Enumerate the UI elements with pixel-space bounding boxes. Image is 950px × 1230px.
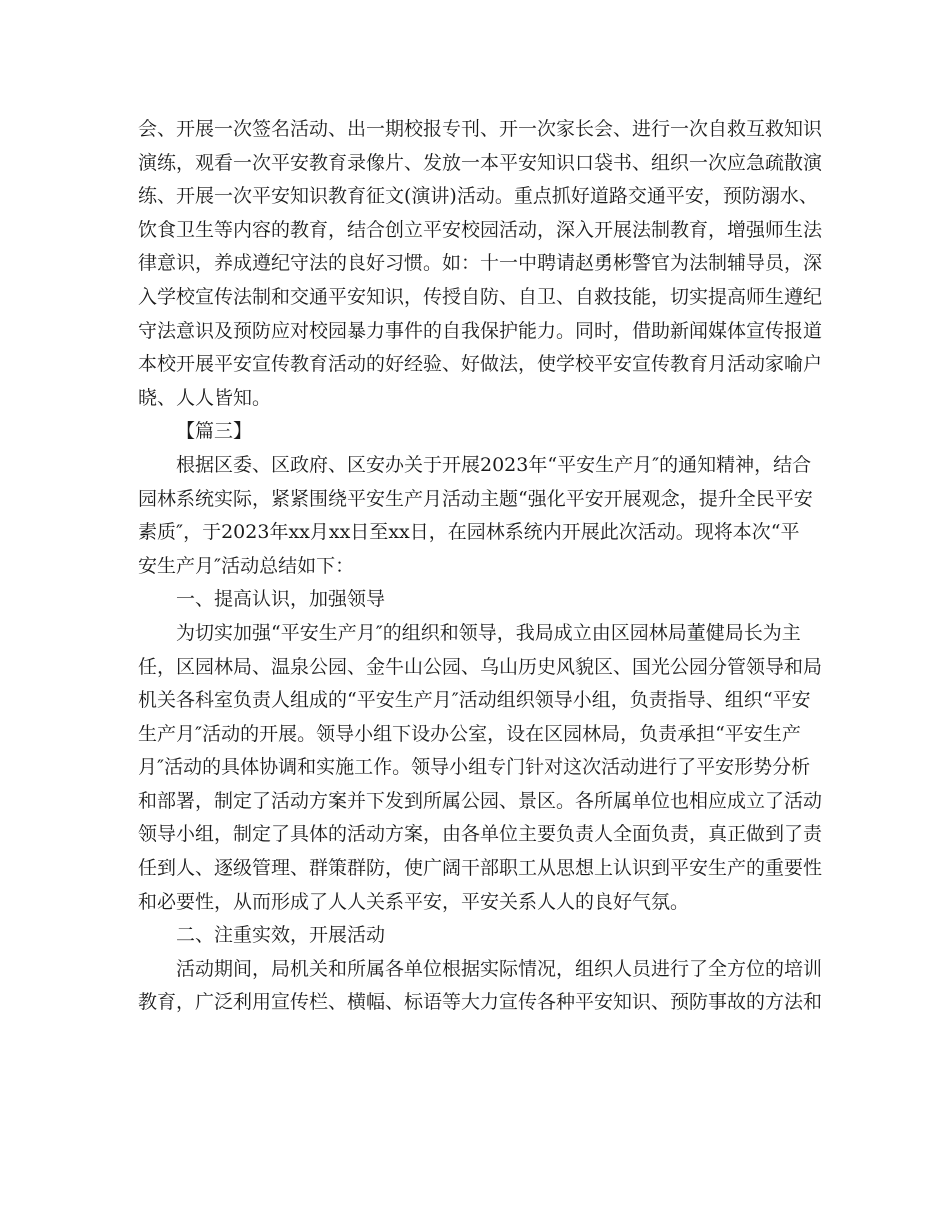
text-line: 饮食卫生等内容的教育，结合创立平安校园活动，深入开展法制教育，增强师生法 — [138, 218, 823, 241]
text-line: 本校开展平安宣传教育活动的好经验、好做法，使学校平安宣传教育月活动家喻户 — [138, 353, 823, 376]
text-line: 领导小组，制定了具体的活动方案，由各单位主要负责人全面负责，真正做到了责 — [138, 823, 823, 846]
section-title: 【篇三】 — [176, 420, 253, 443]
text-line: 演练，观看一次平安教育录像片、发放一本平安知识口袋书、组织一次应急疏散演 — [138, 151, 823, 174]
text-line: 生产月″活动的开展。领导小组下设办公室，设在区园林局，负责承担“平安生产 — [138, 722, 801, 745]
paragraph-leadership — [138, 617, 823, 919]
paragraph-intro — [138, 449, 818, 583]
text-line: 活动期间，局机关和所属各单位根据实际情况，组织人员进行了全方位的培训 — [176, 957, 823, 980]
text-line: 月″活动的具体协调和实施工作。领导小组专门针对这次活动进行了平安形势分析 — [138, 756, 811, 779]
paragraph-activities — [138, 953, 823, 1020]
text-line: 机关各科室负责人组成的“平安生产月″活动组织领导小组，负责指导、组织“平安 — [138, 689, 811, 712]
paragraph-continued — [138, 113, 823, 415]
text-line: 教育，广泛利用宣传栏、横幅、标语等大力宣传各种平安知识、预防事故的方法和 — [138, 991, 823, 1014]
section-heading-1: 一、提高认识，加强领导 — [176, 588, 386, 611]
text-line: 任，区园林局、温泉公园、金牛山公园、乌山历史风貌区、国光公园分管领导和局 — [138, 655, 823, 678]
text-line: 晓、人人皆知。 — [138, 386, 272, 409]
text-line: 守法意识及预防应对校园暴力事件的自我保护能力。同时，借助新闻媒体宣传报道 — [138, 319, 823, 342]
text-line: 安生产月″活动总结如下： — [138, 554, 355, 577]
text-line: 素质″，于2023年xx月xx日至xx日，在园林系统内开展此次活动。现将本次“平 — [138, 521, 800, 544]
text-line: 练、开展一次平安知识教育征文(演讲)活动。重点抓好道路交通平安，预防溺水、 — [138, 185, 818, 208]
text-line: 和必要性，从而形成了人人关系平安，平安关系人人的良好气氛。 — [138, 890, 690, 913]
text-line: 根据区委、区政府、区安办关于开展2023年“平安生产月″的通知精神，结合 — [176, 453, 812, 476]
text-line: 园林系统实际，紧紧围绕平安生产月活动主题“强化平安开展观念，提升全民平安 — [138, 487, 813, 510]
section-heading-2: 二、注重实效，开展活动 — [176, 924, 386, 947]
text-line: 为切实加强“平安生产月″的组织和领导，我局成立由区园林局董健局长为主 — [176, 621, 801, 644]
text-line: 会、开展一次签名活动、出一期校报专刊、开一次家长会、进行一次自救互救知识 — [138, 118, 823, 140]
text-line: 任到人、逐级管理、群策群防，使广阔干部职工从思想上认识到平安生产的重要性 — [138, 857, 823, 880]
text-line: 和部署，制定了活动方案并下发到所属公园、景区。各所属单位也相应成立了活动 — [138, 789, 823, 812]
text-line: 律意识，养成遵纪守法的良好习惯。如：十一中聘请赵勇彬警官为法制辅导员，深 — [138, 252, 823, 275]
text-line: 入学校宣传法制和交通平安知识，传授自防、自卫、自救技能，切实提高师生遵纪 — [138, 285, 823, 308]
document-body — [138, 113, 823, 1020]
